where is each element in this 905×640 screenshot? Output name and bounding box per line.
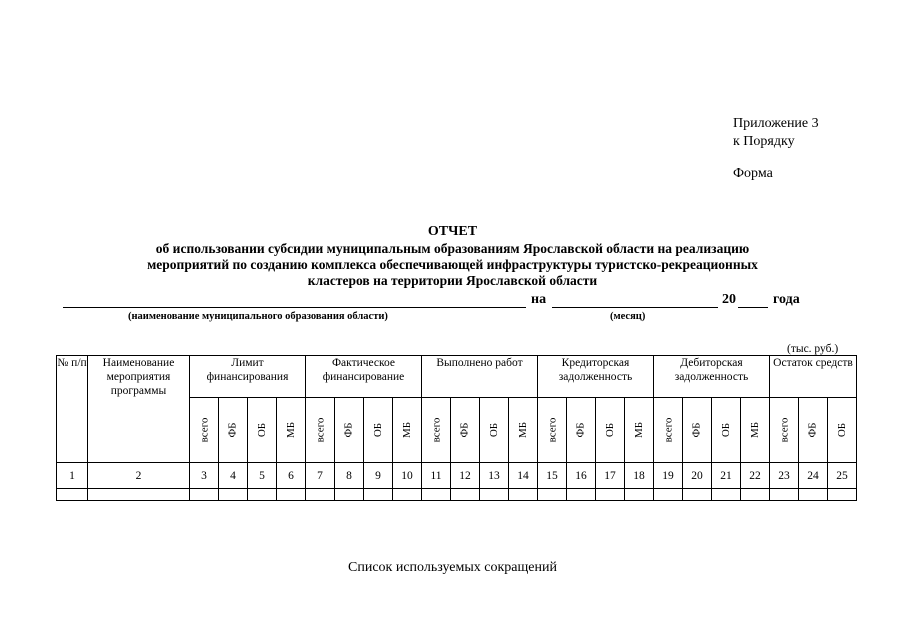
report-subtitle [90,241,815,289]
sub-header-cell [712,398,741,463]
empty-cell[interactable] [567,489,596,501]
empty-cell[interactable] [335,489,364,501]
header-num: № п/п [57,356,88,463]
sub-header-cell [828,398,857,463]
header-work-done: Выполнено работ [422,356,538,398]
column-number: 20 [683,463,712,489]
header-name: Наименование мероприятия программы [88,356,190,463]
column-number: 15 [538,463,567,489]
year-suffix: года [773,292,800,307]
empty-cell[interactable] [712,489,741,501]
column-number: 16 [567,463,596,489]
empty-cell[interactable] [190,489,219,501]
empty-cell[interactable] [799,489,828,501]
sub-header-label: ФБ [342,422,355,438]
sub-header-label: ФБ [806,422,819,438]
appendix-line-1: Приложение 3 [733,116,819,131]
sub-header-cell [538,398,567,463]
sub-header-cell [335,398,364,463]
sub-header-label: всего [314,417,326,443]
units-label: (тыс. руб.) [787,343,839,355]
column-number: 1 [57,463,88,489]
column-number: 6 [277,463,306,489]
sub-header-label: ОБ [371,422,384,438]
sub-header-cell [567,398,596,463]
column-number: 25 [828,463,857,489]
empty-cell[interactable] [248,489,277,501]
appendix-line-2: к Порядку [733,134,795,149]
sub-header-cell [248,398,277,463]
empty-cell[interactable] [88,489,190,501]
sub-header-cell [422,398,451,463]
empty-cell[interactable] [683,489,712,501]
empty-cell[interactable] [625,489,654,501]
sub-header-label: ОБ [487,422,500,438]
subtitle-line-3: кластеров на территории Ярославской области [307,273,598,288]
column-number: 22 [741,463,770,489]
sub-header-cell [596,398,625,463]
sub-header-cell [509,398,538,463]
empty-cell[interactable] [422,489,451,501]
column-number: 13 [480,463,509,489]
column-number: 18 [625,463,654,489]
empty-cell[interactable] [741,489,770,501]
empty-cell[interactable] [364,489,393,501]
sub-header-cell [625,398,654,463]
header-limit: Лимит финансирования [190,356,306,398]
sub-header-cell [799,398,828,463]
column-number: 17 [596,463,625,489]
sub-header-label: ОБ [835,422,848,438]
column-number-row [57,463,857,489]
column-number: 3 [190,463,219,489]
year-prefix: 20 [722,292,736,307]
sub-header-label: ФБ [226,422,239,438]
header-actual-funding: Фактическое финансирование [306,356,422,398]
empty-cell[interactable] [596,489,625,501]
header-creditor-debt: Кредиторская задолженность [538,356,654,398]
sub-header-label: всего [430,417,442,443]
sub-header-cell [393,398,422,463]
sub-header-label: всего [662,417,674,443]
sub-header-label: МБ [284,421,297,439]
municipality-caption: (наименование муниципального образования области) [128,311,388,322]
sub-header-cell [654,398,683,463]
column-number: 10 [393,463,422,489]
empty-cell[interactable] [770,489,799,501]
sub-header-cell [190,398,219,463]
column-number: 9 [364,463,393,489]
empty-cell[interactable] [393,489,422,501]
month-caption: (месяц) [610,311,646,322]
sub-header-label: всего [198,417,210,443]
municipality-fill-line[interactable] [63,294,526,308]
column-number: 8 [335,463,364,489]
sub-header-label: ФБ [458,422,471,438]
sub-header-cell [219,398,248,463]
appendix-label [733,115,819,151]
column-number: 4 [219,463,248,489]
report-table [56,355,857,501]
subtitle-line-2: мероприятий по созданию комплекса обеспечивающей инфраструктуры туристско-рекреационных [147,257,758,272]
sub-header-cell [364,398,393,463]
column-number: 2 [88,463,190,489]
sub-header-cell [277,398,306,463]
sub-header-label: ФБ [574,422,587,438]
na-label: на [531,292,547,307]
empty-cell[interactable] [828,489,857,501]
column-number: 23 [770,463,799,489]
sub-header-label: всего [546,417,558,443]
empty-cell[interactable] [306,489,335,501]
empty-data-row[interactable] [57,489,857,501]
sub-header-cell [683,398,712,463]
sub-header-label: МБ [516,421,529,439]
sub-header-label: ОБ [603,422,616,438]
year-fill-line[interactable] [738,294,768,308]
column-number: 7 [306,463,335,489]
column-number: 14 [509,463,538,489]
column-number: 24 [799,463,828,489]
column-number: 11 [422,463,451,489]
column-number: 19 [654,463,683,489]
sub-header-label: ОБ [719,422,732,438]
column-number: 21 [712,463,741,489]
empty-cell[interactable] [277,489,306,501]
report-title: ОТЧЕТ [427,224,478,239]
header-debtor-debt: Дебиторская задолженность [654,356,770,398]
form-label: Форма [733,166,773,181]
sub-header-label: МБ [632,421,645,439]
header-remaining-funds: Остаток средств [770,356,857,398]
sub-header-label: ОБ [255,422,268,438]
sub-header-label: МБ [748,421,761,439]
month-fill-line[interactable] [552,294,718,308]
empty-cell[interactable] [654,489,683,501]
header-row [57,356,857,398]
empty-cell[interactable] [57,489,88,501]
sub-header-label: ФБ [690,422,703,438]
sub-header-cell [306,398,335,463]
sub-header-cell [770,398,799,463]
sub-header-label: всего [778,417,790,443]
column-number: 5 [248,463,277,489]
empty-cell[interactable] [538,489,567,501]
empty-cell[interactable] [509,489,538,501]
empty-cell[interactable] [219,489,248,501]
sub-header-cell [480,398,509,463]
empty-cell[interactable] [451,489,480,501]
abbreviations-title: Список используемых сокращений [348,560,557,575]
sub-header-cell [451,398,480,463]
subtitle-line-1: об использовании субсидии муниципальным образованиям Ярославской области на реализацию [155,241,750,256]
column-number: 12 [451,463,480,489]
empty-cell[interactable] [480,489,509,501]
sub-header-cell [741,398,770,463]
sub-header-label: МБ [400,421,413,439]
